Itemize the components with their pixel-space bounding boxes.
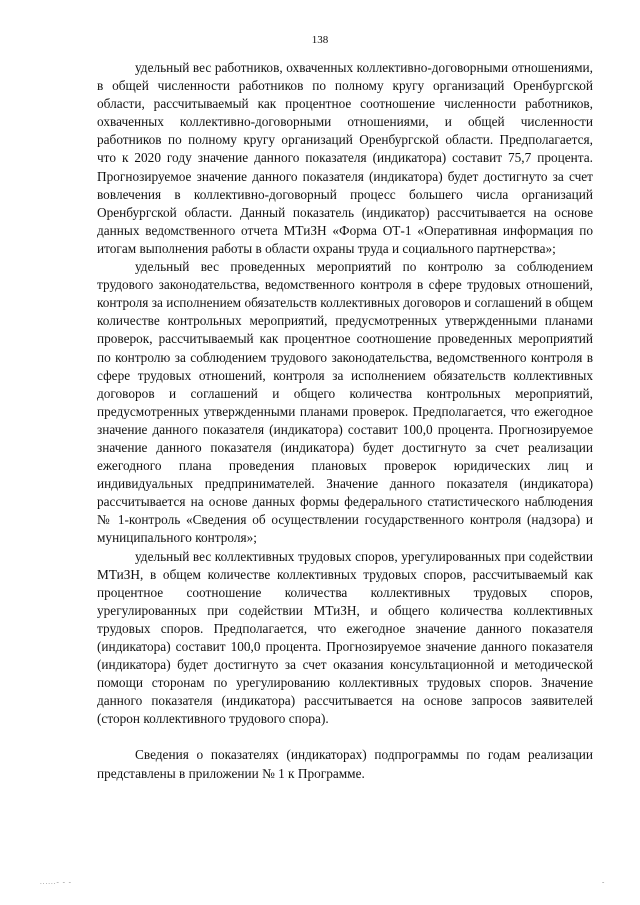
- paragraph-collective-agreements: удельный вес работников, охваченных коллективно-договорными отношениями, в общей численности работников по полному кругу организаций Оренбургской области, рассчитываемый как процентное соотношение численности работников, охваченных коллективно-договорными отношениями, и общей численности работников по полному кругу организаций Оренбургской области. Предполагается, что к 2020 году значение данного показателя (индикатора) составит 75,7 процента. Прогнозируемое значение данного показателя (индикатора) будет достигнуто за счет вовлечения в коллективно-договорный процесс большего числа организаций Оренбургской области. Данный показатель (индикатор) рассчитывается на основе данных ведомственного отчета МТиЗН «Форма ОТ-1 «Оперативная информация по итогам выполнения работы в области охраны труда и социального партнерства»;: [97, 60, 593, 256]
- page-number: 138: [311, 34, 329, 46]
- scan-mark-left: ......- - -: [40, 878, 72, 886]
- paragraph-labor-disputes: удельный вес коллективных трудовых споров, урегулированных при содействии МТиЗН, в общем количестве коллективных трудовых споров, рассчитываемый как процентное соотношение количества коллективных трудовых споров, урегулированных при содействии МТиЗН, и общего количества коллективных трудовых споров. Предполагается, что ежегодное значение данного показателя (индикатора) составит 100,0 процента. Прогнозируемое значение данного показателя (индикатора) будет достигнуто за счет оказания консультационной и методической помощи сторонам по урегулированию коллективных трудовых споров. Значение данного показателя (индикатора) рассчитывается на основе запросов заявителей (сторон коллективного трудового спора).: [97, 548, 593, 727]
- paragraph-labor-inspections: удельный вес проведенных мероприятий по контролю за соблюдением трудового законодательства, ведомственного контроля в сфере трудовых отношений, контроля за исполнением обязательств коллективных договоров и соглашений в общем количестве контрольных мероприятий, предусмотренных утвержденными планами проверок, рассчитываемый как процентное соотношение проведенных мероприятий по контролю за соблюдением трудового законодательства, ведомственного контроля в сфере трудовых отношений, контроля за исполнением обязательств коллективных договоров и соглашений и общего количества контрольных мероприятий, предусмотренных утвержденными планами проверок. Предполагается, что ежегодное значение данного показателя (индикатора) составит 100,0 процента. Прогнозируемое значение данного показателя (индикатора) будет достигнуто за счет реализации ежегодного плана проведения плановых проверок юридических лиц и индивидуальных предпринимателей. Значение данного показателя (индикатора) рассчитывается на основе данных формы федерального статистического наблюдения № 1-контроль «Сведения об осуществлении государственного контроля (надзора) и муниципального контроля»;: [97, 259, 593, 546]
- document-body: [97, 59, 593, 783]
- paragraph-appendix-reference: Сведения о показателях (индикаторах) подпрограммы по годам реализации представлены в приложении № 1 к Программе.: [97, 747, 593, 781]
- scan-mark-right: -: [602, 878, 605, 886]
